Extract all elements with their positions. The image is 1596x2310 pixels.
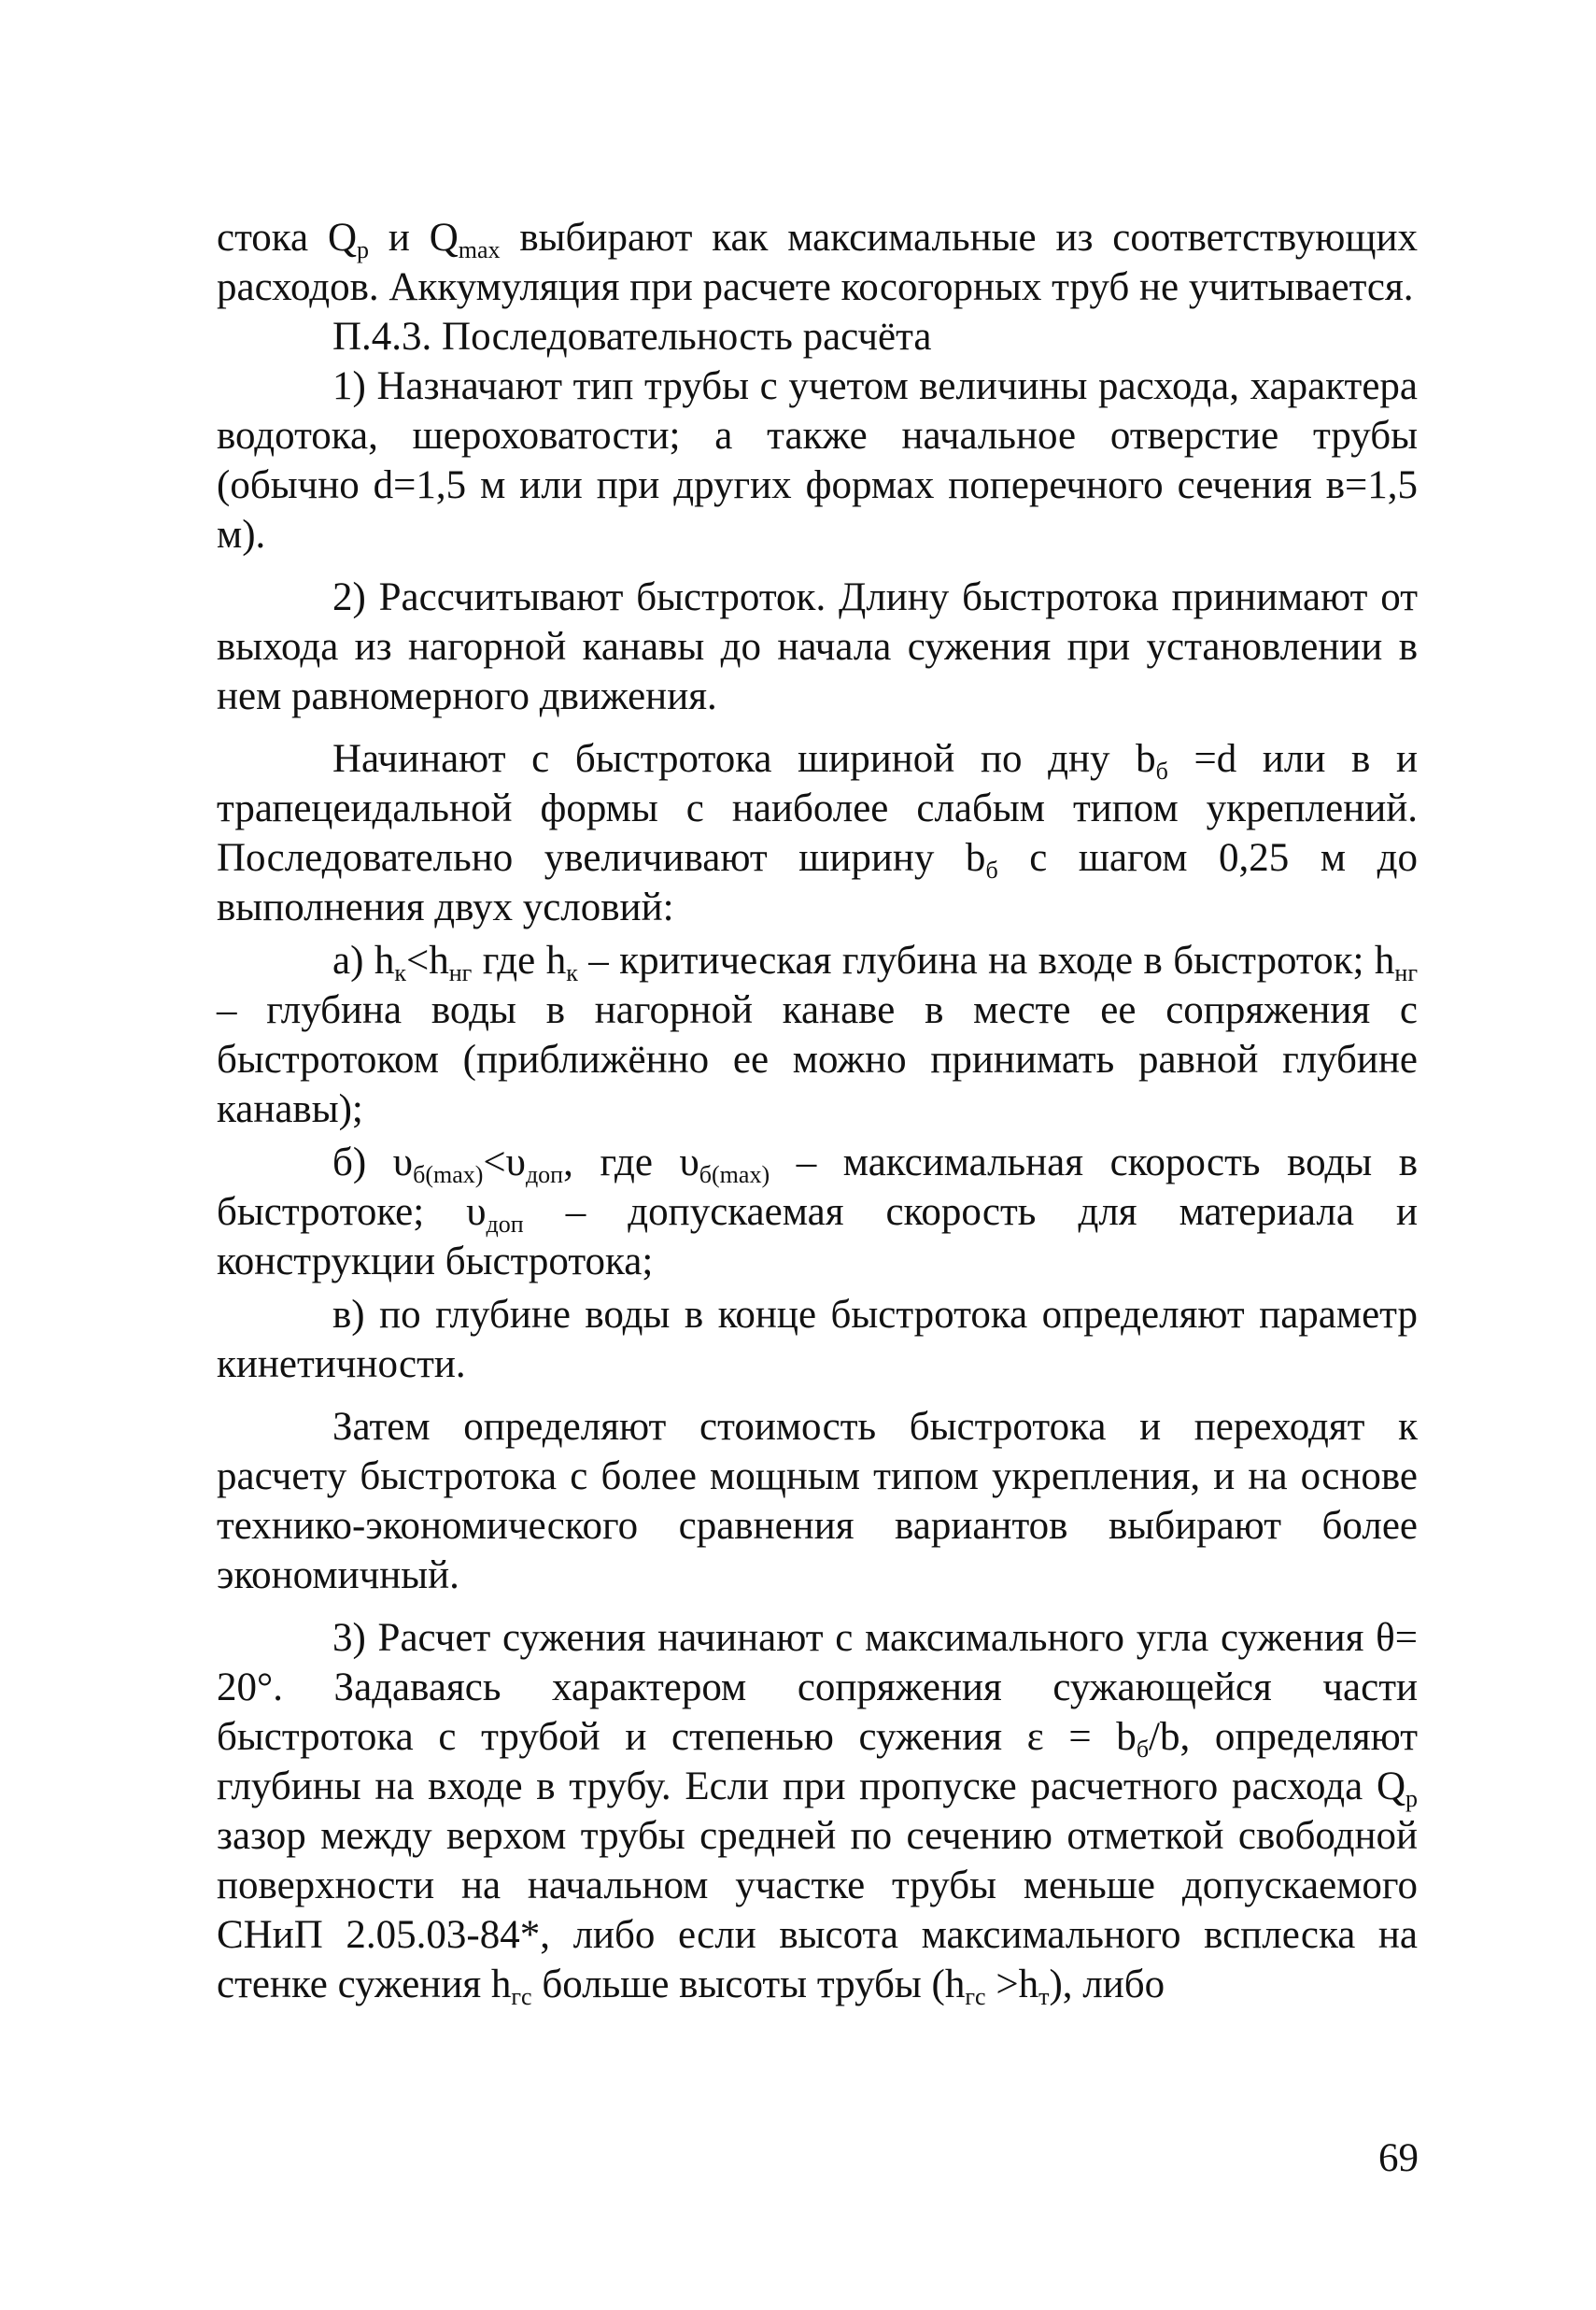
step-1-paragraph: 1) Назначают тип трубы с учетом величины расхода, характера водотока, шероховатости; а также начальное отверстие трубы (обычно d=1,5 м или при других формах поперечного сечения в=1,5 м). <box>217 364 1418 557</box>
paragraph-runoff: стока $Q_р$ и $Q_{max}$ выбирают как максимальные из соответствующих расходов. Аккумуляция при расчете косогорных труб не учитывается. <box>217 216 1418 309</box>
condition-c: в) по глубине воды в конце быстротока определяют параметр кинетичности. <box>217 1293 1418 1386</box>
paragraph-cost-comparison: Затем определяют стоимость быстротока и переходят к расчету быстротока с более мощным типом укрепления, и на основе технико-экономического сравнения вариантов выбирают более экономичный. <box>217 1405 1418 1597</box>
step-2-paragraph: 2) Рассчитывают быстроток. Длину быстротока принимают от выхода из нагорной канавы до начала сужения при установлении в нем равномерного движения. <box>217 575 1418 718</box>
page-body <box>217 213 1418 2009</box>
step-3-paragraph: 3) Расчет сужения начинают с максимального угла сужения θ= 20°. Задаваясь характером сопряжения сужающейся части быстротока с трубой и степенью сужения $\varepsilon = b_б/b$, определяют глубины на входе в трубу. Если при пропуске расчетного расхода $Q_р$ зазор между верхом трубы средней по сечению отметкой свободной поверхности на начальном участке трубы меньше допускаемого СНиП 2.05.03-84*, либо если высота максимального всплеска на стенке сужения $h_{гс}$ больше высоты трубы $(h_{гс} >h_т)$, либо <box>217 1616 1418 2010</box>
section-heading: П.4.3. Последовательность расчёта <box>332 315 932 359</box>
condition-a: а) $h_к<h_{нг}$ где $h_к$ – критическая глубина на входе в быстроток; $h_{нг}$ – глубина воды в нагорной канаве в месте ее сопряжения с быстротоком (приближённо ее можно принимать равной глубине канавы); <box>217 939 1418 1131</box>
paragraph-chute-width: Начинают с быстротока шириной по дну $b_б =d$ или в и трапецеидальной формы с наиболее слабым типом укреплений. Последовательно увеличивают ширину $b_б$ с шагом 0,25 м до выполнения двух условий: <box>217 737 1418 929</box>
page-number: 69 <box>1378 2136 1419 2180</box>
condition-b: б) $\upsilon_{б(max)}<\upsilon_{доп}$, где $\upsilon_{б(max)}$ – максимальная скорость воды в быстротоке; $\upsilon_{доп}$ – допускаемая скорость для материала и конструкции быстротока; <box>217 1141 1419 1283</box>
